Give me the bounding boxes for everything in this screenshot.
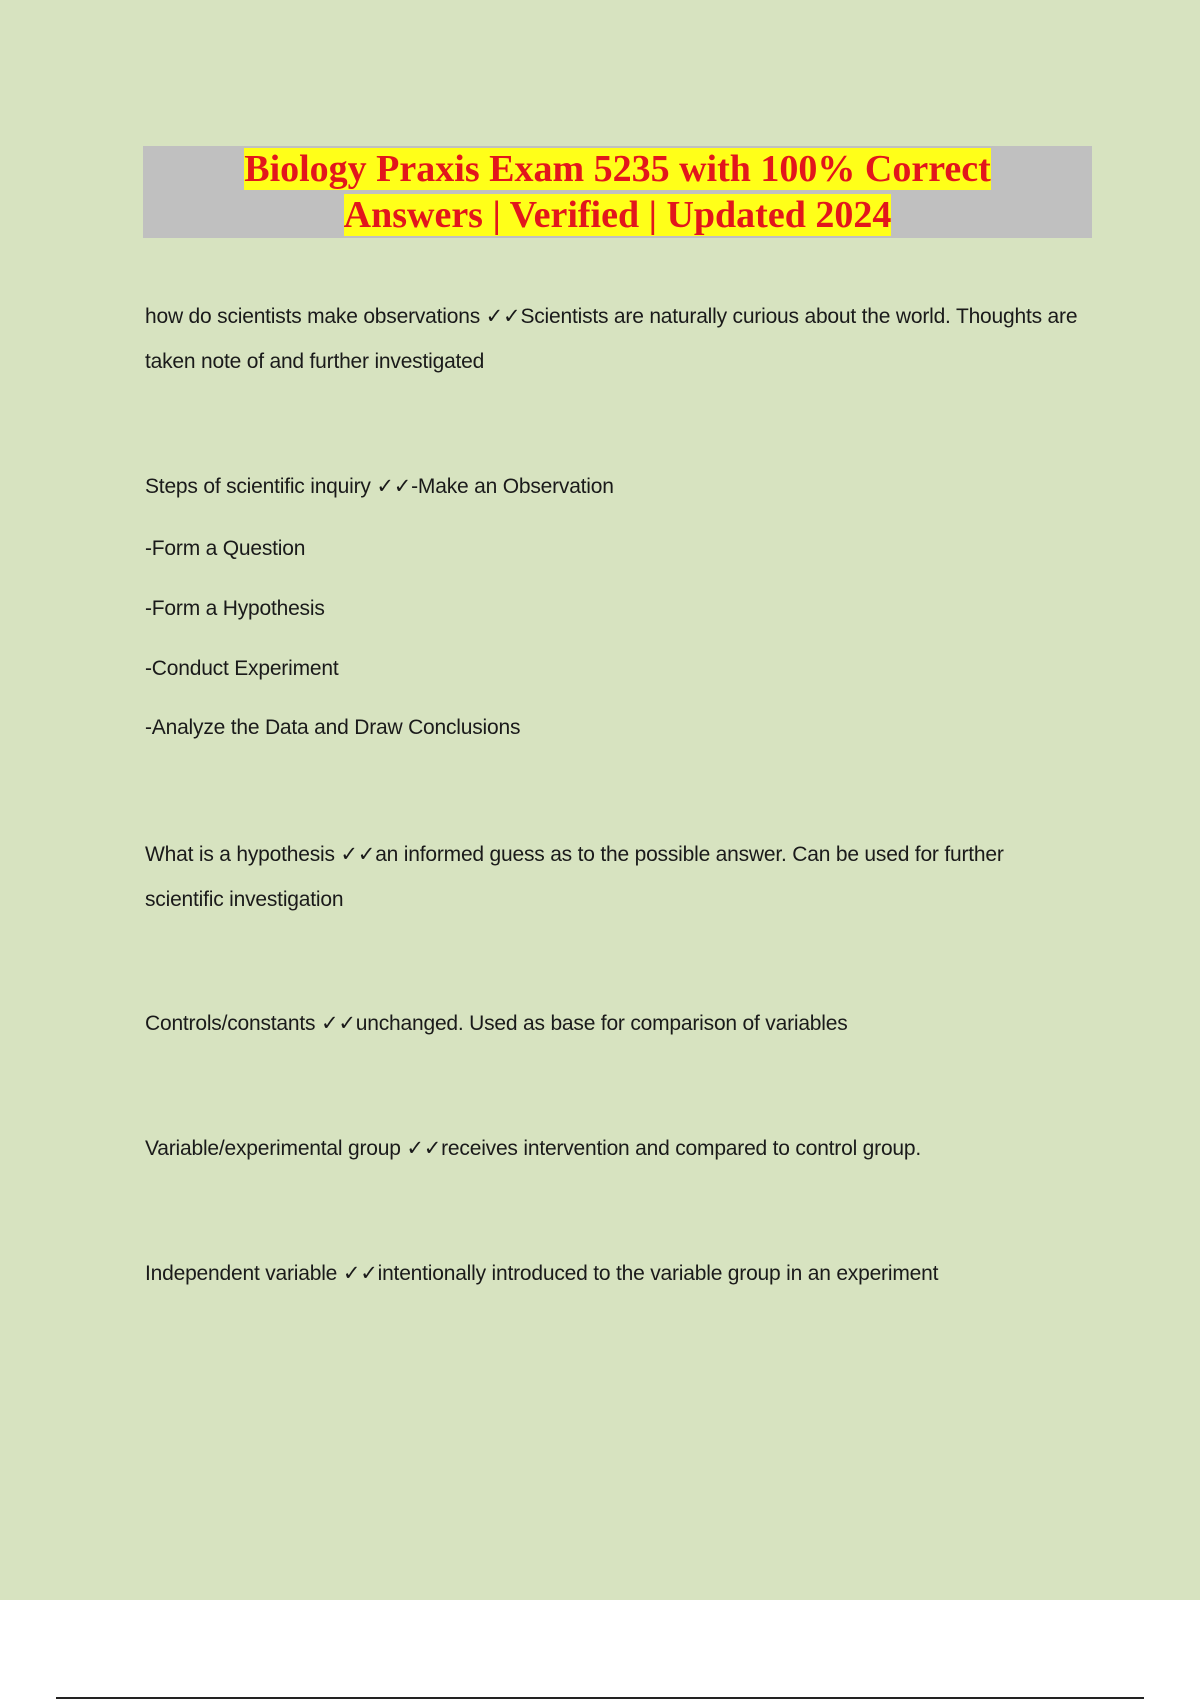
entry-variable-group [145,1136,921,1161]
document-title: Biology Praxis Exam 5235 with 100% Correct Answers | Verified | Updated 2024 [244,148,991,236]
double-check-icon: ✓✓ [376,474,412,498]
entry-answer: unchanged. Used as base for comparison of variables [355,1012,848,1035]
entry-hypothesis [145,832,1085,922]
list-item: -Form a Question [145,537,306,560]
entry-answer: an informed guess as to the possible answer. Can be used for further scientific investigation [145,843,1004,911]
double-check-icon: ✓✓ [320,1011,356,1035]
entry-term: Controls/constants [145,1012,316,1035]
double-check-icon: ✓✓ [406,1136,442,1160]
double-check-icon: ✓✓ [342,1261,378,1285]
entry-observations [145,294,1085,384]
list-item: -Form a Hypothesis [145,597,325,620]
entry-steps [145,474,614,499]
entry-term: What is a hypothesis [145,843,335,866]
footer-divider [56,1697,1144,1699]
entry-independent-variable [145,1261,938,1286]
entry-answer: -Make an Observation [411,475,614,498]
title-banner [143,146,1092,238]
entry-term: Steps of scientific inquiry [145,475,371,498]
entry-term: how do scientists make observations [145,305,480,328]
list-item: -Conduct Experiment [145,657,339,680]
entry-answer: Scientists are naturally curious about the world. Thoughts are taken note of and further investigated [145,305,1078,373]
double-check-icon: ✓✓ [485,304,521,328]
entry-term: Variable/experimental group [145,1137,401,1160]
entry-term: Independent variable [145,1262,338,1285]
entry-controls [145,1011,848,1036]
double-check-icon: ✓✓ [340,842,376,866]
entry-answer: intentionally introduced to the variable group in an experiment [377,1262,939,1285]
list-item: -Analyze the Data and Draw Conclusions [145,716,521,739]
entry-answer: receives intervention and compared to control group. [441,1137,922,1160]
